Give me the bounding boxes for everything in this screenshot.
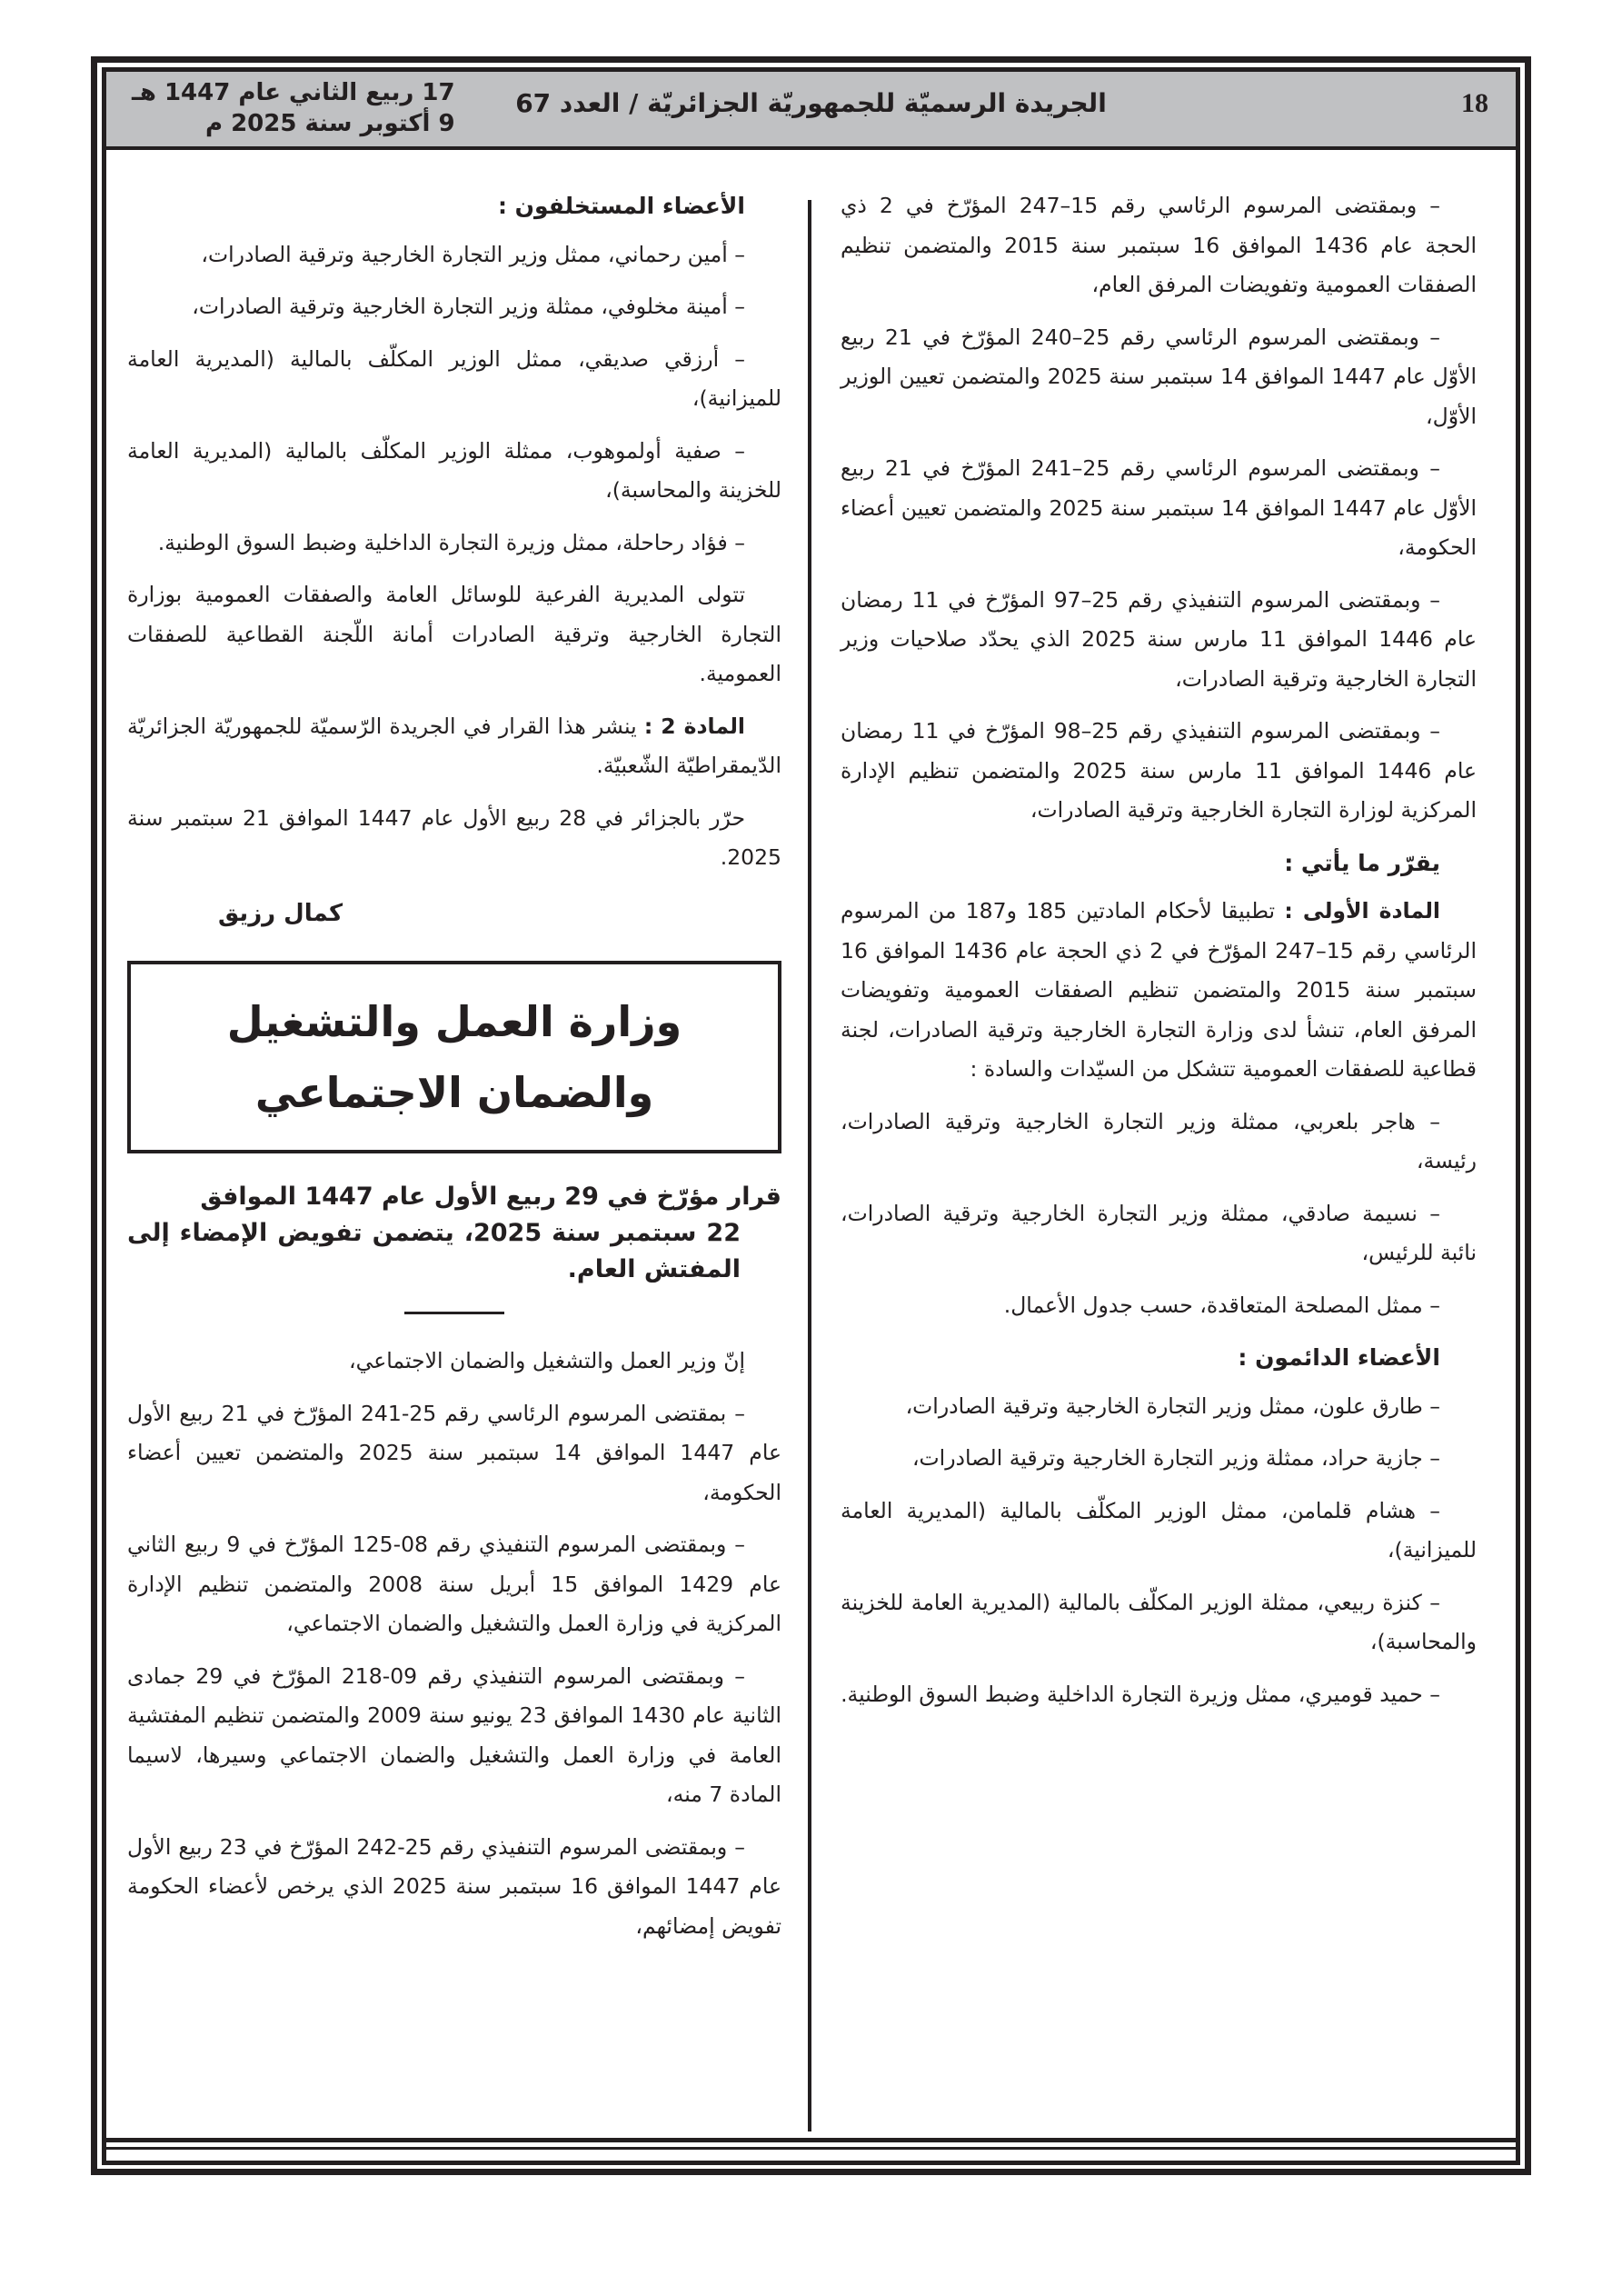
article-1-label: المادة الأولى :: [1284, 898, 1440, 923]
consideration-item: – بمقتضى المرسوم الرئاسي رقم 25-241 المؤرّخ في 21 ربيع الأول عام 1447 الموافق 14 سبتمبر سنة 2025 والمتضمن تعيين أعضاء الحكومة،: [127, 1400, 782, 1505]
right-column: [841, 186, 1477, 1727]
ministry-title-box: [127, 961, 781, 1153]
journal-title: الجريدة الرسميّة للجمهوريّة الجزائريّة / العدد 67: [515, 88, 1107, 118]
consideration-item: – وبمقتضى المرسوم التنفيذي رقم 09-218 المؤرّخ في 29 جمادى الثانية عام 1430 الموافق 23 يونيو سنة 2009 والمتضمن تنظيم المفتشية العامة في وزارة العمل والتشغيل والضمان الاجتماعي وسيرها، لاسيما المادة 7 منه،: [127, 1662, 782, 1807]
consideration-item: – وبمقتضى المرسوم الرئاسي رقم 25–241 المؤرّخ في 21 ربيع الأوّل عام 1447 الموافق 14 سبتمبر سنة 2025 والمتضمن تعيين أعضاء الحكومة،: [841, 455, 1477, 560]
consideration-item: – وبمقتضى المرسوم التنفيذي رقم 25–98 المؤرّخ في 11 رمضان عام 1446 الموافق 11 مارس سنة 2025 والمتضمن تنظيم الإدارة المركزية لوزارة التجارة الخارجية وترقية الصادرات،: [841, 718, 1478, 823]
left-column: [127, 186, 781, 1959]
member-item: – هشام قلمامن، ممثل الوزير المكلّف بالمالية (المديرية العامة للميزانية)،: [841, 1497, 1477, 1562]
member-item: – فؤاد رحاحلة، ممثل وزيرة التجارة الداخلية وضبط السوق الوطنية.: [157, 529, 745, 555]
alternate-members-heading: الأعضاء المستخلفون :: [497, 193, 745, 219]
article-1: [841, 892, 1477, 1090]
page-header: [106, 72, 1516, 150]
member-item: – أمينة مخلوفي، ممثلة وزير التجارة الخارجية وترقية الصادرات،: [192, 294, 745, 319]
article-2-text: ينشر هذا القرار في الجريدة الرّسميّة للجمهوريّة الجزائريّة الدّيمقراطيّة الشّعبيّة.: [127, 713, 781, 778]
done-at-line: حرّر بالجزائر في 28 ربيع الأول عام 1447 الموافق 21 سبتمبر سنة 2025.: [127, 804, 781, 870]
issue-date: [132, 77, 455, 139]
permanent-members-heading: الأعضاء الدائمون :: [1238, 1344, 1440, 1371]
member-item: – أرزقي صديقي، ممثل الوزير المكلّف بالمالية (المديرية العامة للميزانية)،: [127, 345, 781, 411]
decides-heading: يقرّر ما يأتي :: [1284, 849, 1440, 876]
article-2: [127, 707, 781, 786]
column-divider: [808, 200, 811, 2131]
member-item: – كنزة ربيعي، ممثلة الوزير المكلّف بالمالية (المديرية العامة للخزينة والمحاسبة)،: [841, 1589, 1477, 1654]
article-1-text: تطبيقا لأحكام المادتين 185 و187 من المرسوم الرئاسي رقم 15–247 المؤرّخ في 2 ذي الحجة عام 1436 الموافق 16 سبتمبر سنة 2015 والمتضمن تنظيم الصفقات العمومية وتفويضات المرفق العام، تنشأ لدى وزارة التجارة الخارجية وترقية الصادرات، لجنة قطاعية للصفقات العمومية تتشكل من السيّدات والسادة :: [841, 898, 1478, 1082]
member-item: – طارق علون، ممثل وزير التجارة الخارجية وترقية الصادرات،: [905, 1393, 1440, 1419]
consideration-item: – وبمقتضى المرسوم الرئاسي رقم 15–247 المؤرّخ في 2 ذي الحجة عام 1436 الموافق 16 سبتمبر سنة 2015 والمتضمن تنظيم الصفقات العمومية وتفويضات المرفق العام،: [841, 193, 1478, 297]
issue-date-hijri: 17 ربيع الثاني عام 1447 هـ: [132, 79, 455, 106]
page-number: 18: [1461, 88, 1488, 118]
bottom-double-rule: [106, 2138, 1516, 2150]
member-item: – ممثل المصلحة المتعاقدة، حسب جدول الأعمال.: [1003, 1292, 1440, 1318]
member-item: – جازية حراد، ممثلة وزير التجارة الخارجية وترقية الصادرات،: [911, 1445, 1440, 1471]
consideration-item: – وبمقتضى المرسوم التنفيذي رقم 08-125 المؤرّخ في 9 ربيع الثاني عام 1429 الموافق 15 أبريل سنة 2008 والمتضمن تنظيم الإدارة المركزية في وزارة العمل والتشغيل والضمان الاجتماعي،: [127, 1532, 781, 1636]
consideration-item: – وبمقتضى المرسوم الرئاسي رقم 25–240 المؤرّخ في 21 ربيع الأوّل عام 1447 الموافق 14 سبتمبر سنة 2025 والمتضمن تعيين الوزير الأوّل،: [841, 324, 1478, 429]
section-separator: [404, 1312, 504, 1314]
member-item: – حميد قوميري، ممثل وزيرة التجارة الداخلية وضبط السوق الوطنية.: [841, 1681, 1440, 1707]
secretariat-paragraph: تتولى المديرية الفرعية للوسائل العامة والصفقات العمومية بوزارة التجارة الخارجية وترقية الصادرات أمانة اللّجنة القطاعية للصفقات العمومية.: [127, 582, 781, 686]
article-2-label: المادة 2 :: [643, 713, 745, 739]
issue-date-gregorian: 9 أكتوبر سنة 2025 م: [204, 110, 455, 137]
member-item: – هاجر بلعربي، ممثلة وزير التجارة الخارجية وترقية الصادرات، رئيسة،: [841, 1108, 1477, 1173]
bottom-rule-thick: [106, 2138, 1516, 2142]
ministry-title-line-2: والضمان الاجتماعي: [254, 1068, 654, 1117]
ministry-title-line-1: وزارة العمل والتشغيل: [226, 997, 682, 1046]
member-item: – صفية أولموهوب، ممثلة الوزير المكلّف بالمالية (المديرية العامة للخزينة والمحاسبة)،: [127, 437, 781, 503]
decision-title: [127, 1179, 781, 1288]
member-item: – نسيمة صادقي، ممثلة وزير التجارة الخارجية وترقية الصادرات، نائبة للرئيس،: [841, 1200, 1477, 1265]
bottom-rule-thin: [106, 2147, 1516, 2150]
preamble: إنّ وزير العمل والتشغيل والضمان الاجتماعي،: [349, 1348, 745, 1373]
decision-title-rest: 22 سبتمبر سنة 2025، يتضمن تفويض الإمضاء إلى المفتش العام.: [127, 1219, 741, 1283]
member-item: – أمين رحماني، ممثل وزير التجارة الخارجية وترقية الصادرات،: [201, 241, 745, 267]
decision-title-line-1: قرار مؤرّخ في 29 ربيع الأول عام 1447 الموافق: [200, 1183, 781, 1211]
consideration-item: – وبمقتضى المرسوم التنفيذي رقم 25–97 المؤرّخ في 11 رمضان عام 1446 الموافق 11 مارس سنة 2025 الذي يحدّد صلاحيات وزير التجارة الخارجية وترقية الصادرات،: [841, 586, 1478, 692]
consideration-item: – وبمقتضى المرسوم التنفيذي رقم 25-242 المؤرّخ في 23 ربيع الأول عام 1447 الموافق 16 سبتمبر سنة 2025 الذي يرخص لأعضاء الحكومة تفويض إمضائهم،: [127, 1833, 782, 1939]
signature: كمال رزيق: [218, 899, 343, 927]
